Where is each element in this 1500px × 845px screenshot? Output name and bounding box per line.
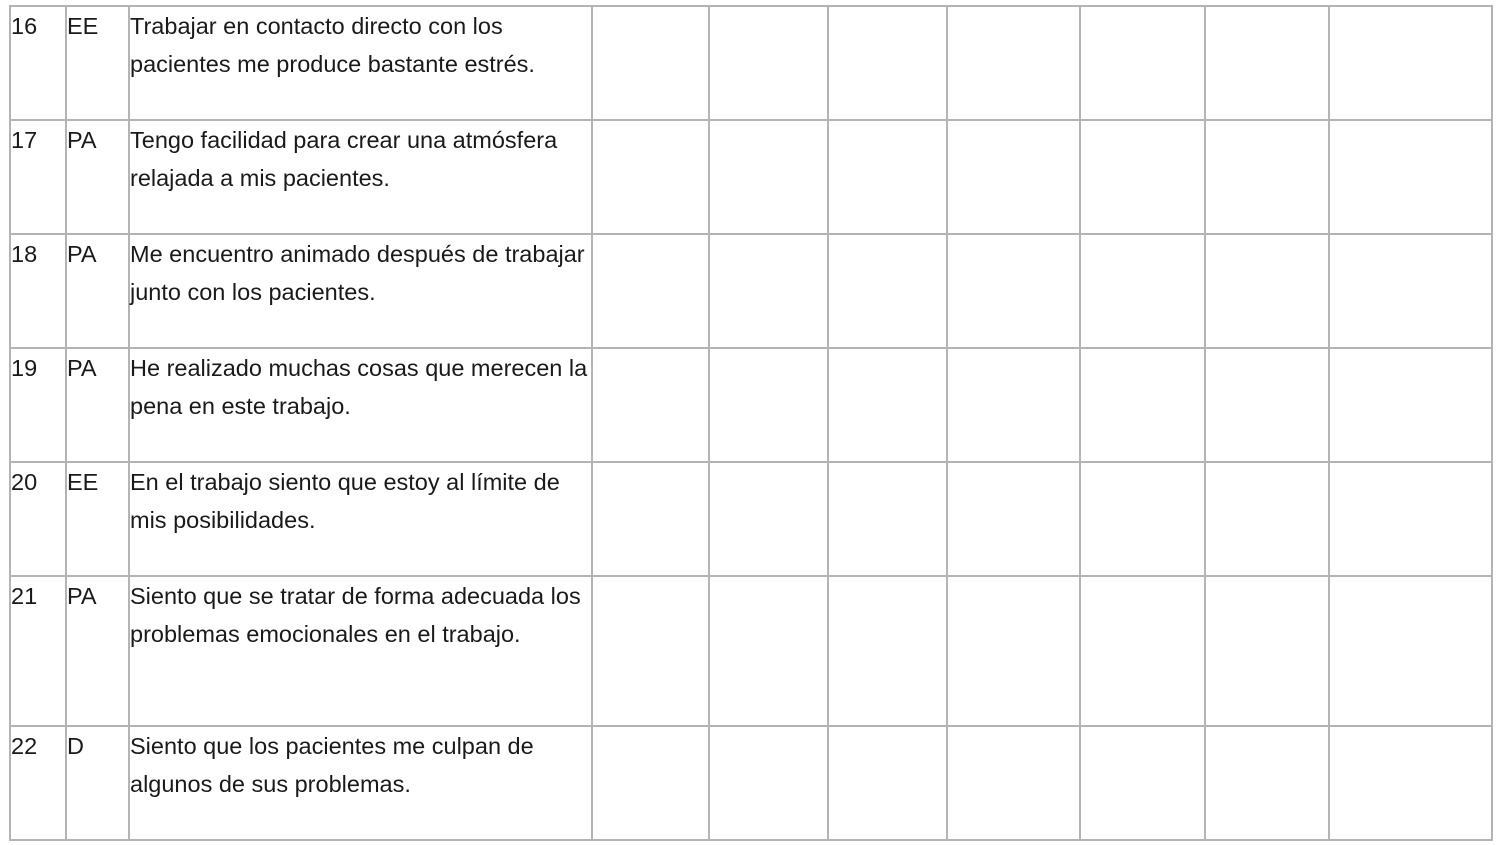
answer-cell[interactable]: [1329, 462, 1492, 576]
item-statement: Siento que los pacientes me culpan de algunos de sus problemas.: [129, 726, 592, 840]
answer-cell[interactable]: [1080, 726, 1205, 840]
answer-cell[interactable]: [1080, 234, 1205, 348]
answer-cell[interactable]: [828, 6, 947, 120]
answer-cell[interactable]: [1080, 6, 1205, 120]
item-statement: Siento que se tratar de forma adecuada los problemas emocionales en el trabajo.: [129, 576, 592, 726]
answer-cell[interactable]: [709, 120, 828, 234]
answer-cell[interactable]: [947, 462, 1080, 576]
item-dimension-code: EE: [66, 462, 129, 576]
table-row: [10, 6, 1492, 120]
table-row: [10, 120, 1492, 234]
answer-cell[interactable]: [592, 6, 709, 120]
answer-cell[interactable]: [947, 120, 1080, 234]
answer-cell[interactable]: [1329, 234, 1492, 348]
table-row: [10, 462, 1492, 576]
answer-cell[interactable]: [1329, 348, 1492, 462]
answer-cell[interactable]: [709, 726, 828, 840]
answer-cell[interactable]: [592, 234, 709, 348]
item-statement: He realizado muchas cosas que merecen la pena en este trabajo.: [129, 348, 592, 462]
answer-cell[interactable]: [1205, 348, 1329, 462]
table-row: [10, 348, 1492, 462]
answer-cell[interactable]: [709, 234, 828, 348]
item-dimension-code: PA: [66, 234, 129, 348]
answer-cell[interactable]: [1205, 6, 1329, 120]
answer-cell[interactable]: [828, 726, 947, 840]
answer-cell[interactable]: [947, 726, 1080, 840]
answer-cell[interactable]: [947, 234, 1080, 348]
item-number: 20: [10, 462, 66, 576]
table-row: [10, 576, 1492, 726]
item-statement: En el trabajo siento que estoy al límite de mis posibilidades.: [129, 462, 592, 576]
item-statement: Me encuentro animado después de trabajar junto con los pacientes.: [129, 234, 592, 348]
answer-cell[interactable]: [947, 576, 1080, 726]
item-number: 16: [10, 6, 66, 120]
answer-cell[interactable]: [1205, 462, 1329, 576]
answer-cell[interactable]: [828, 120, 947, 234]
answer-cell[interactable]: [828, 576, 947, 726]
item-number: 21: [10, 576, 66, 726]
item-number: 17: [10, 120, 66, 234]
answer-cell[interactable]: [828, 348, 947, 462]
answer-cell[interactable]: [828, 234, 947, 348]
item-dimension-code: D: [66, 726, 129, 840]
answer-cell[interactable]: [1329, 120, 1492, 234]
answer-cell[interactable]: [1205, 726, 1329, 840]
answer-cell[interactable]: [828, 462, 947, 576]
answer-cell[interactable]: [592, 348, 709, 462]
answer-cell[interactable]: [592, 726, 709, 840]
answer-cell[interactable]: [709, 462, 828, 576]
answer-cell[interactable]: [1080, 576, 1205, 726]
answer-cell[interactable]: [1205, 576, 1329, 726]
answer-cell[interactable]: [1205, 120, 1329, 234]
answer-cell[interactable]: [1205, 234, 1329, 348]
answer-cell[interactable]: [592, 120, 709, 234]
item-statement: Trabajar en contacto directo con los pacientes me produce bastante estrés.: [129, 6, 592, 120]
item-dimension-code: EE: [66, 6, 129, 120]
answer-cell[interactable]: [1329, 726, 1492, 840]
item-number: 22: [10, 726, 66, 840]
table-row: [10, 726, 1492, 840]
answer-cell[interactable]: [947, 348, 1080, 462]
answer-cell[interactable]: [1329, 576, 1492, 726]
answer-cell[interactable]: [592, 462, 709, 576]
item-number: 18: [10, 234, 66, 348]
questionnaire-table: [9, 5, 1493, 841]
answer-cell[interactable]: [1080, 348, 1205, 462]
item-dimension-code: PA: [66, 120, 129, 234]
answer-cell[interactable]: [592, 576, 709, 726]
item-dimension-code: PA: [66, 576, 129, 726]
item-number: 19: [10, 348, 66, 462]
answer-cell[interactable]: [709, 576, 828, 726]
table-row: [10, 234, 1492, 348]
answer-cell[interactable]: [947, 6, 1080, 120]
answer-cell[interactable]: [709, 6, 828, 120]
item-statement: Tengo facilidad para crear una atmósfera relajada a mis pacientes.: [129, 120, 592, 234]
answer-cell[interactable]: [1080, 462, 1205, 576]
answer-cell[interactable]: [1080, 120, 1205, 234]
answer-cell[interactable]: [1329, 6, 1492, 120]
answer-cell[interactable]: [709, 348, 828, 462]
item-dimension-code: PA: [66, 348, 129, 462]
